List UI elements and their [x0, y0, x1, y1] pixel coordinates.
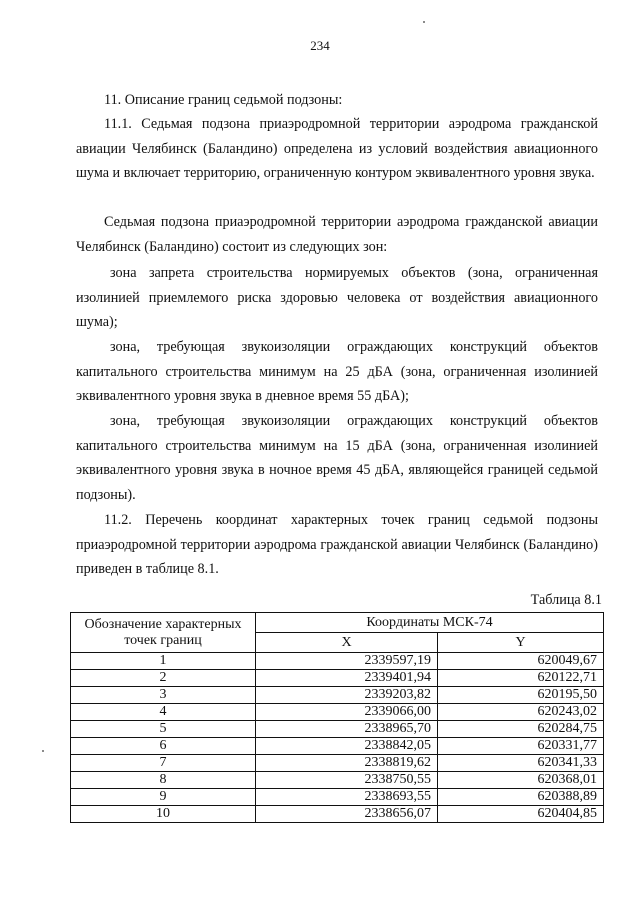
coord-y: 620388,89 — [438, 789, 604, 806]
section-heading: 11. Описание границ седьмой подзоны: — [104, 92, 343, 108]
coord-y: 620404,85 — [438, 806, 604, 823]
point-number: 7 — [71, 755, 256, 772]
paragraph-zone-15dba: зона, требующая звукоизоляции ограждающих конструкций объектов капитального строительства минимум на 15 дБА (зона, ограниченная изолинией эквивалентного уровня звука в ночное время 45 дБА, являющейся границей седьмой подзоны). — [76, 413, 598, 503]
page-number: 234 — [310, 38, 330, 53]
coord-x: 2339203,82 — [256, 687, 438, 704]
coord-y: 620195,50 — [438, 687, 604, 704]
table-row — [71, 755, 604, 772]
header-coords: Координаты МСК-74 — [256, 613, 604, 633]
coord-x: 2339066,00 — [256, 704, 438, 721]
paragraph-11-2: 11.2. Перечень координат характерных точек границ седьмой подзоны приаэродромной территории аэродрома гражданской авиации Челябинск (Баландино) приведен в таблице 8.1. — [76, 512, 598, 577]
scan-speck — [42, 750, 44, 752]
coord-y: 620049,67 — [438, 653, 604, 670]
table-row — [71, 772, 604, 789]
point-number: 1 — [71, 653, 256, 670]
paragraph-subzone-zones: Седьмая подзона приаэродромной территории аэродрома гражданской авиации Челябинск (Баландино) состоит из следующих зон: — [76, 214, 598, 255]
table-row — [71, 721, 604, 738]
paragraph-zone-25dba: зона, требующая звукоизоляции ограждающих конструкций объектов капитального строительства минимум на 25 дБА (зона, ограниченная изолинией эквивалентного уровня звука в дневное время 55 дБА); — [76, 339, 598, 404]
header-y: Y — [438, 633, 604, 653]
coord-y: 620331,77 — [438, 738, 604, 755]
table-row — [71, 704, 604, 721]
point-number: 5 — [71, 721, 256, 738]
point-number: 10 — [71, 806, 256, 823]
coord-x: 2339597,19 — [256, 653, 438, 670]
table-row — [71, 653, 604, 670]
table-row — [71, 789, 604, 806]
point-number: 6 — [71, 738, 256, 755]
point-number: 2 — [71, 670, 256, 687]
coord-x: 2338656,07 — [256, 806, 438, 823]
point-number: 9 — [71, 789, 256, 806]
header-x: X — [256, 633, 438, 653]
coord-x: 2338750,55 — [256, 772, 438, 789]
scan-speck — [423, 21, 425, 23]
coord-y: 620368,01 — [438, 772, 604, 789]
coord-x: 2338965,70 — [256, 721, 438, 738]
table-row — [71, 670, 604, 687]
point-number: 4 — [71, 704, 256, 721]
table-caption: Таблица 8.1 — [530, 592, 602, 608]
coord-y: 620243,02 — [438, 704, 604, 721]
coord-x: 2338819,62 — [256, 755, 438, 772]
table-row — [71, 687, 604, 704]
coord-y: 620284,75 — [438, 721, 604, 738]
paragraph-11-1: 11.1. Седьмая подзона приаэродромной территории аэродрома гражданской авиации Челябинск (Баландино) определена из условий воздействия авиационного шума и включает территорию, ограниченную контуром эквивалентного уровня звука. — [76, 116, 598, 181]
coordinates-table — [70, 612, 604, 823]
coord-y: 620341,33 — [438, 755, 604, 772]
coord-x: 2339401,94 — [256, 670, 438, 687]
table-row — [71, 806, 604, 823]
coord-x: 2338842,05 — [256, 738, 438, 755]
point-number: 3 — [71, 687, 256, 704]
paragraph-zone-prohibition: зона запрета строительства нормируемых объектов (зона, ограниченная изолинией приемлемого риска здоровью человека от воздействия авиационного шума); — [76, 265, 598, 330]
point-number: 8 — [71, 772, 256, 789]
header-points: Обозначение характерных точек границ — [71, 613, 256, 653]
coord-x: 2338693,55 — [256, 789, 438, 806]
table-row — [71, 738, 604, 755]
coord-y: 620122,71 — [438, 670, 604, 687]
